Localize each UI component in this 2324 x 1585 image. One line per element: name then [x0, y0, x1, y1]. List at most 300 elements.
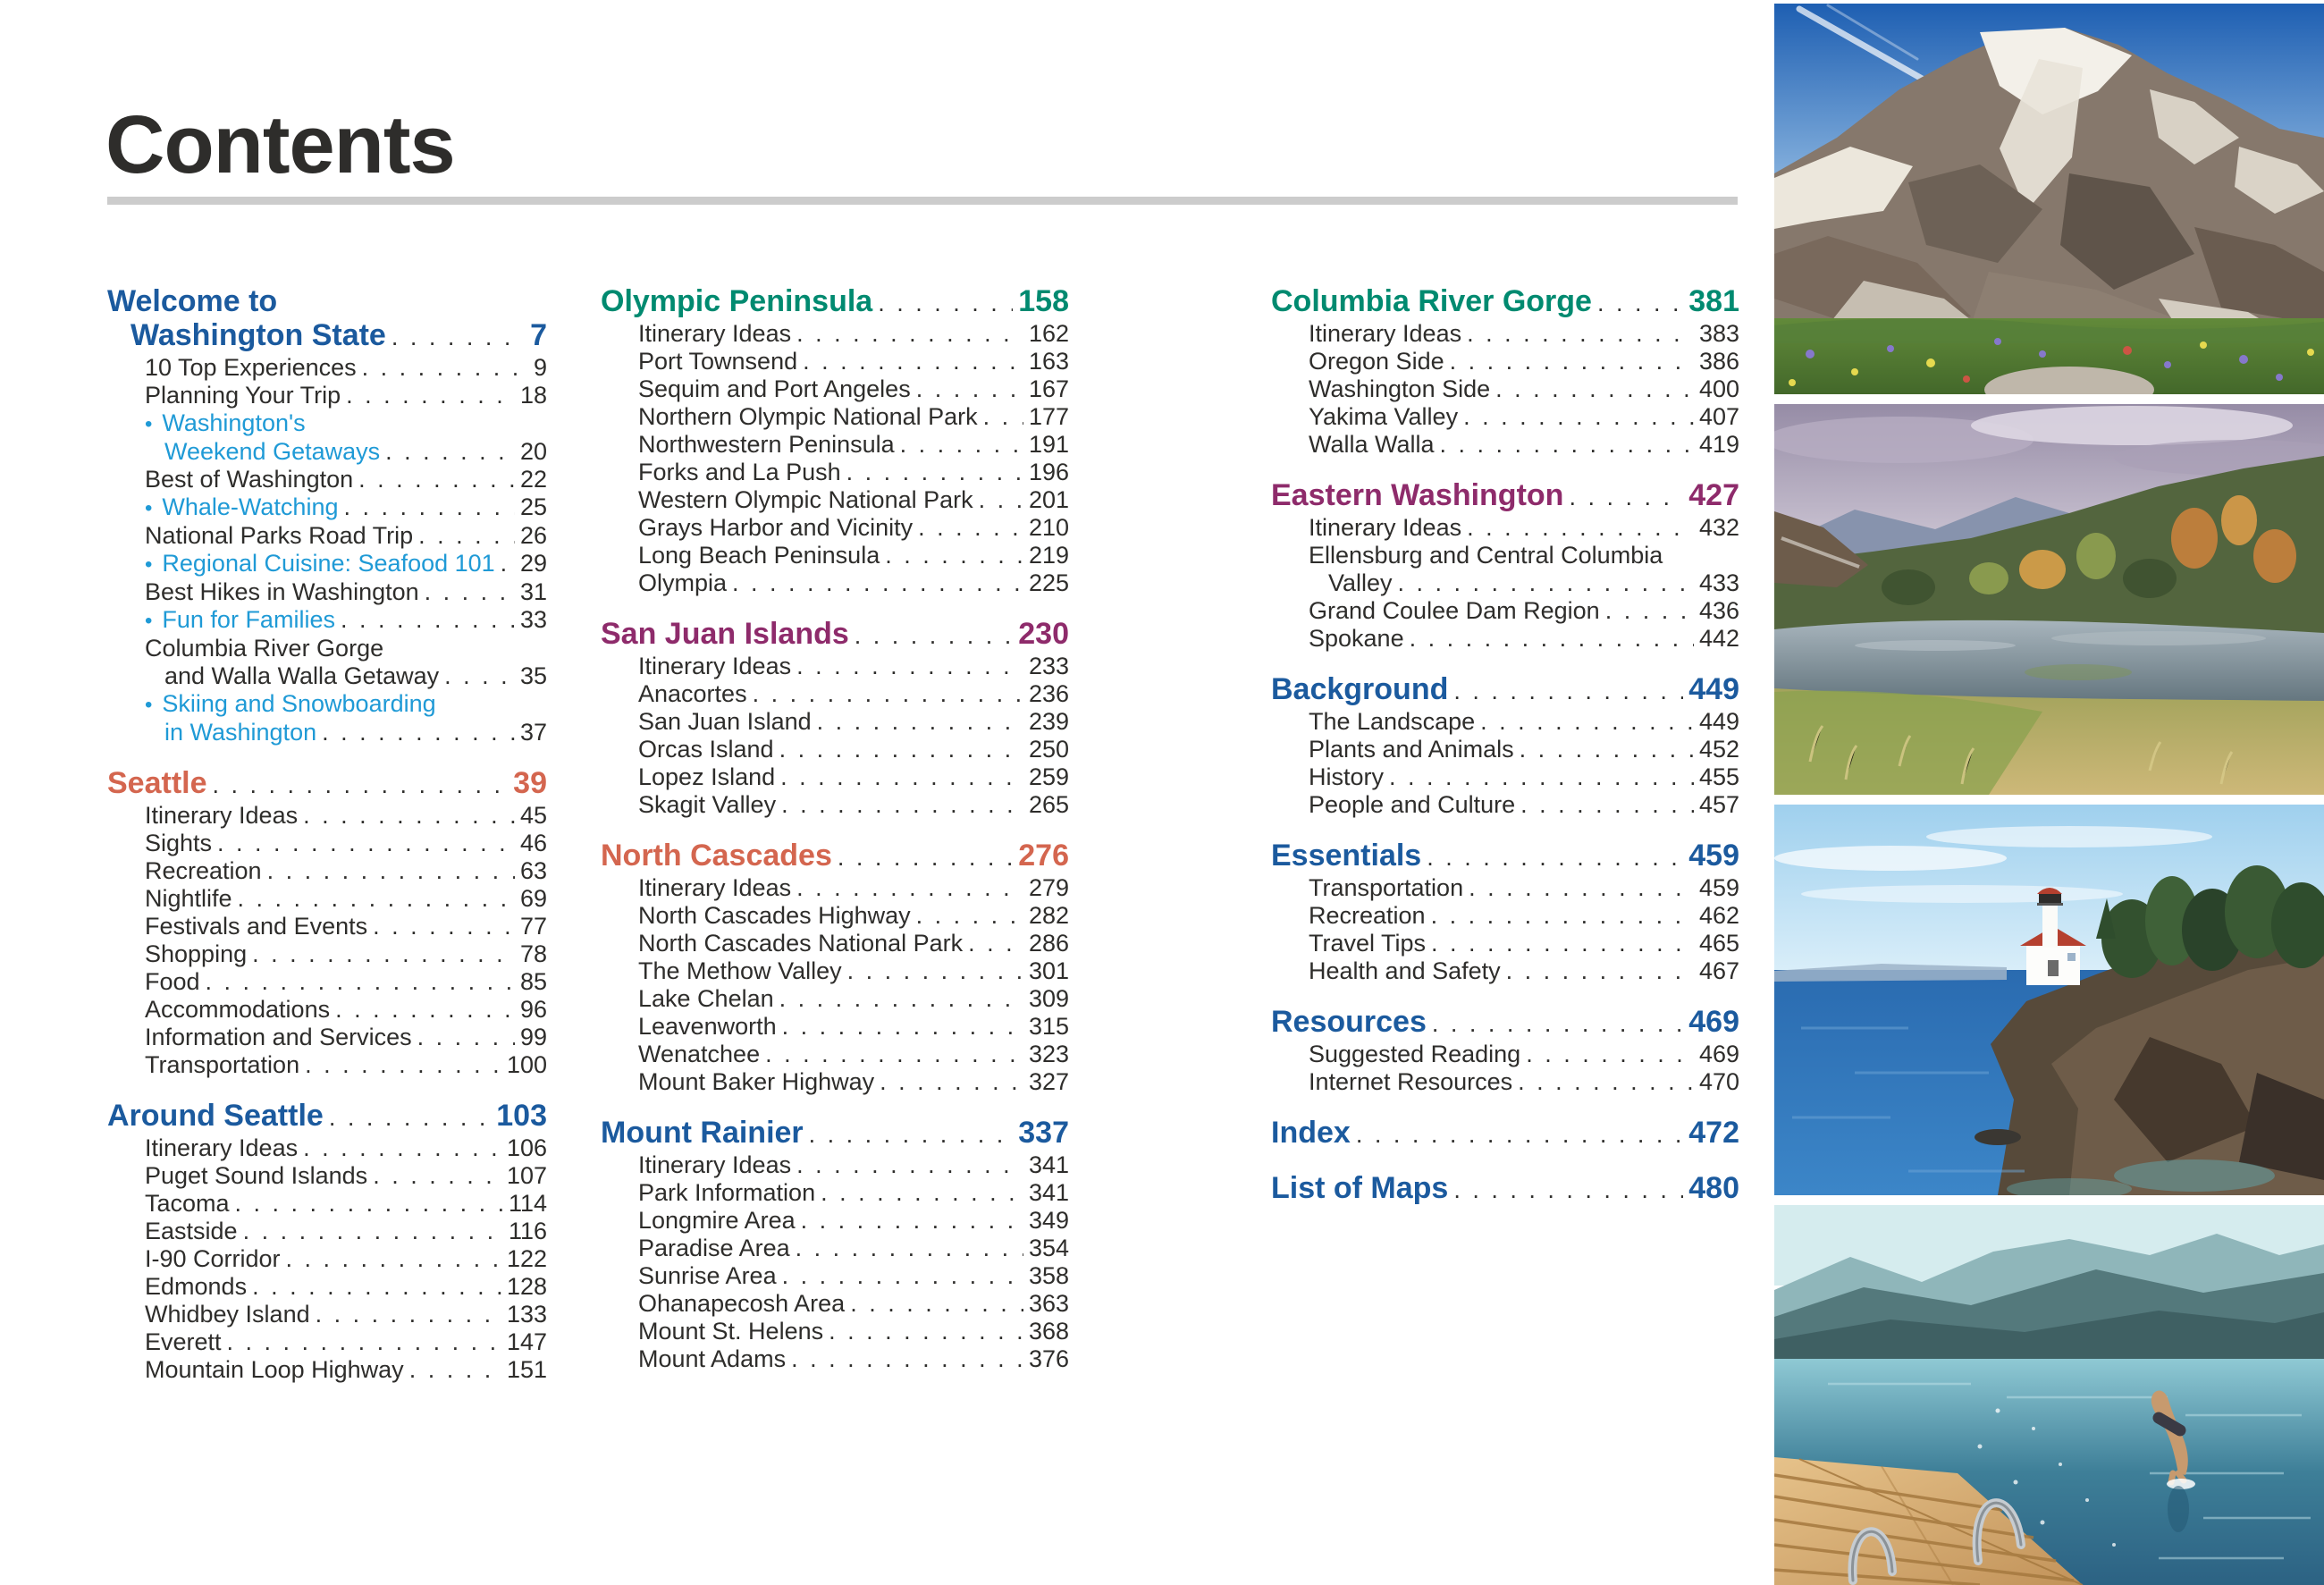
dot-leader	[838, 839, 1013, 874]
page-title: Contents	[105, 98, 455, 190]
entry-page-number: 236	[1028, 680, 1069, 707]
entry-label: Shopping	[145, 940, 248, 967]
photo-lake-diver	[1774, 1205, 2324, 1585]
entry-page-number: 455	[1698, 763, 1739, 790]
entry-label: Lopez Island	[638, 763, 776, 790]
toc-entry	[601, 985, 1069, 1013]
section-title-row	[601, 1116, 1069, 1151]
section-title-row	[107, 318, 547, 354]
entry-label: Paradise Area	[638, 1235, 790, 1261]
toc-entry	[107, 606, 547, 635]
entry-label: Orcas Island	[638, 736, 774, 763]
dot-leader	[1431, 902, 1694, 930]
toc-entry	[107, 1273, 547, 1301]
section-title-row	[1271, 1005, 1739, 1041]
section-title-row	[1271, 284, 1739, 320]
toc-entry	[601, 930, 1069, 957]
dot-leader	[817, 708, 1023, 736]
dot-leader	[1356, 1116, 1683, 1151]
dot-leader	[968, 930, 1023, 957]
entry-page-number: 233	[1028, 653, 1069, 679]
entry-label-line1	[107, 690, 547, 719]
entry-label: Park Information	[638, 1179, 816, 1206]
dot-leader	[732, 569, 1023, 597]
entry-page-number: 33	[519, 606, 547, 633]
entry-page-number: 196	[1028, 459, 1069, 485]
toc-entry	[1271, 708, 1739, 736]
entry-page-number: 368	[1028, 1318, 1069, 1345]
toc-section	[601, 839, 1069, 1096]
entry-label: Planning Your Trip	[145, 382, 341, 409]
section-page-number: 427	[1688, 478, 1739, 512]
dot-leader	[983, 403, 1023, 431]
dot-leader	[846, 459, 1023, 486]
river-valley-illustration	[1774, 404, 2324, 795]
photo-lighthouse-coast	[1774, 805, 2324, 1195]
entry-label: Recreation	[145, 857, 262, 884]
entry-page-number: 265	[1028, 791, 1069, 818]
entry-label: Mountain Loop Highway	[145, 1356, 404, 1383]
entry-page-number: 116	[508, 1218, 547, 1244]
entry-label: Mount Baker Highway	[638, 1068, 875, 1095]
entry-page-number: 358	[1028, 1262, 1069, 1289]
toc-entry	[601, 791, 1069, 819]
entry-label: Recreation	[1309, 902, 1426, 929]
dot-leader	[1526, 1041, 1694, 1068]
entry-label: Sunrise Area	[638, 1262, 777, 1289]
dot-leader	[206, 968, 515, 996]
feature-bullet: •	[145, 693, 153, 717]
entry-label: and Walla Walla Getaway	[164, 662, 440, 689]
entry-label: Weekend Getaways	[164, 438, 381, 465]
feature-bullet: •	[145, 412, 153, 436]
toc-entry	[107, 940, 547, 968]
entry-page-number: 46	[519, 830, 547, 856]
entry-label: Forks and La Push	[638, 459, 841, 485]
toc-section	[107, 284, 547, 746]
toc-entry	[601, 320, 1069, 348]
entry-page-number: 457	[1698, 791, 1739, 818]
dot-leader	[1467, 514, 1694, 542]
dot-leader	[373, 913, 515, 940]
dot-leader	[235, 1190, 503, 1218]
toc-entry	[107, 1218, 547, 1245]
entry-label: Travel Tips	[1309, 930, 1427, 957]
toc-entry	[1271, 403, 1739, 431]
entry-page-number: 467	[1698, 957, 1739, 984]
section-page-number: 381	[1688, 284, 1739, 318]
dot-leader	[343, 493, 514, 521]
toc-section	[601, 1116, 1069, 1373]
dot-leader	[796, 1235, 1023, 1262]
dot-leader	[227, 1328, 501, 1356]
entry-label: Yakima Valley	[1309, 403, 1459, 430]
dot-leader	[335, 996, 515, 1024]
entry-label: Plants and Animals	[1309, 736, 1514, 763]
section-title-row	[107, 766, 547, 802]
entry-page-number: 452	[1698, 736, 1739, 763]
entry-label: The Landscape	[1309, 708, 1476, 735]
toc-entry	[1271, 1068, 1739, 1096]
entry-page-number: 177	[1028, 403, 1069, 430]
section-title-row	[1271, 478, 1739, 514]
dot-leader	[1398, 569, 1694, 597]
toc-entry	[1271, 1041, 1739, 1068]
dot-leader	[409, 1356, 501, 1384]
entry-page-number: 96	[519, 996, 547, 1023]
entry-page-number: 25	[519, 493, 547, 520]
entry-page-number: 77	[519, 913, 547, 940]
toc-entry	[601, 1290, 1069, 1318]
entry-label: Whidbey Island	[145, 1301, 310, 1328]
toc-entry	[107, 1134, 547, 1162]
toc-entry	[107, 354, 547, 382]
entry-label: Everett	[145, 1328, 222, 1355]
section-title-row	[107, 1099, 547, 1134]
section-page-number: 39	[513, 766, 547, 800]
toc-column-left	[107, 284, 547, 1384]
dot-leader	[392, 318, 525, 354]
dot-leader	[1450, 348, 1694, 375]
toc-entry	[601, 1345, 1069, 1373]
section-page-number: 7	[530, 318, 547, 352]
entry-label: Regional Cuisine: Seafood 101	[162, 550, 495, 577]
entry-page-number: 162	[1028, 320, 1069, 347]
entry-page-number: 225	[1028, 569, 1069, 596]
dot-leader	[373, 1162, 501, 1190]
section-title-row	[1271, 1171, 1739, 1207]
title-rule	[107, 197, 1738, 205]
toc-entry	[1271, 514, 1739, 542]
dot-leader	[1605, 597, 1694, 625]
toc-entry	[107, 996, 547, 1024]
entry-page-number: 210	[1028, 514, 1069, 541]
section-title-row	[1271, 672, 1739, 708]
dot-leader	[779, 985, 1023, 1013]
toc-entry	[107, 493, 547, 522]
entry-page-number: 407	[1698, 403, 1739, 430]
entry-label: Spokane	[1309, 625, 1404, 652]
toc-entry	[601, 1318, 1069, 1345]
toc-section	[1271, 1171, 1739, 1207]
entry-label: Skagit Valley	[638, 791, 777, 818]
entry-label: Itinerary Ideas	[638, 874, 792, 901]
entry-label: Information and Services	[145, 1024, 412, 1050]
entry-page-number: 469	[1698, 1041, 1739, 1067]
toc-entry	[601, 680, 1069, 708]
dot-leader	[418, 522, 515, 550]
section-title-row	[1271, 839, 1739, 874]
toc-entry	[107, 466, 547, 493]
toc-entry	[601, 763, 1069, 791]
entry-page-number: 400	[1698, 375, 1739, 402]
toc-entry	[601, 1207, 1069, 1235]
entry-page-number: 315	[1028, 1013, 1069, 1040]
section-page-number: 337	[1018, 1116, 1069, 1150]
entry-label: Oregon Side	[1309, 348, 1444, 375]
section-title: Seattle	[107, 766, 207, 800]
toc-entry	[107, 438, 547, 466]
toc-entry	[1271, 874, 1739, 902]
entry-page-number: 106	[506, 1134, 547, 1161]
section-title: Index	[1271, 1116, 1351, 1150]
section-title: Resources	[1271, 1005, 1427, 1039]
toc-entry	[107, 1301, 547, 1328]
section-page-number: 469	[1688, 1005, 1739, 1039]
entry-label: Longmire Area	[638, 1207, 796, 1234]
dot-leader	[267, 857, 515, 885]
toc-entry	[1271, 375, 1739, 403]
toc-entry	[601, 459, 1069, 486]
entry-label: Best of Washington	[145, 466, 354, 493]
section-title: Essentials	[1271, 839, 1422, 873]
section-page-number: 480	[1688, 1171, 1739, 1205]
dot-leader	[303, 802, 515, 830]
entry-label: Anacortes	[638, 680, 747, 707]
entry-label: North Cascades National Park	[638, 930, 964, 957]
entry-label: North Cascades Highway	[638, 902, 911, 929]
dot-leader	[1389, 763, 1694, 791]
toc-section	[1271, 672, 1739, 819]
entry-label: Mount Adams	[638, 1345, 787, 1372]
toc-entry	[1271, 791, 1739, 819]
dot-leader	[341, 606, 515, 634]
toc-entry	[107, 578, 547, 606]
entry-page-number: 31	[519, 578, 547, 605]
toc-entry	[601, 486, 1069, 514]
dot-leader	[1520, 736, 1694, 763]
dot-leader	[878, 284, 1013, 320]
dot-leader	[444, 662, 515, 690]
dot-leader	[243, 1218, 503, 1245]
entry-page-number: 201	[1028, 486, 1069, 513]
toc-section	[1271, 1005, 1739, 1096]
entry-page-number: 432	[1698, 514, 1739, 541]
dot-leader	[1480, 708, 1694, 736]
entry-label: Fun for Families	[162, 606, 335, 633]
entry-page-number: 100	[506, 1051, 547, 1078]
dot-leader	[918, 514, 1023, 542]
dot-leader	[1427, 839, 1683, 874]
toc-entry	[107, 662, 547, 690]
entry-label: Columbia River Gorge	[145, 635, 384, 662]
entry-label: Itinerary Ideas	[1309, 514, 1462, 541]
entry-label: Ohanapecosh Area	[638, 1290, 846, 1317]
section-title-row	[601, 839, 1069, 874]
entry-page-number: 327	[1028, 1068, 1069, 1095]
entry-label: National Parks Road Trip	[145, 522, 414, 549]
entry-page-number: 69	[519, 885, 547, 912]
toc-entry	[601, 957, 1069, 985]
dot-leader	[916, 375, 1023, 403]
dot-leader	[796, 320, 1023, 348]
toc-entry	[1271, 957, 1739, 985]
dot-leader	[821, 1179, 1023, 1207]
entry-page-number: 45	[519, 802, 547, 829]
dot-leader	[1569, 478, 1683, 514]
entry-label: Suggested Reading	[1309, 1041, 1521, 1067]
toc-entry	[601, 902, 1069, 930]
dot-leader	[779, 736, 1023, 763]
toc-section	[601, 617, 1069, 819]
entry-page-number: 470	[1698, 1068, 1739, 1095]
dot-leader	[782, 1013, 1023, 1041]
entry-label: Northern Olympic National Park	[638, 403, 978, 430]
dot-leader	[850, 1290, 1023, 1318]
dot-leader	[780, 763, 1023, 791]
entry-label: Western Olympic National Park	[638, 486, 973, 513]
section-title-line1: Welcome to	[107, 284, 278, 318]
entry-page-number: 442	[1698, 625, 1739, 652]
entry-label: Lake Chelan	[638, 985, 774, 1012]
entry-page-number: 363	[1028, 1290, 1069, 1317]
section-title-row	[1271, 1116, 1739, 1151]
entry-page-number: 9	[533, 354, 547, 381]
entry-label: Itinerary Ideas	[638, 320, 792, 347]
section-title: Background	[1271, 672, 1449, 706]
entry-page-number: 122	[506, 1245, 547, 1272]
dot-leader	[1518, 1068, 1694, 1096]
toc-entry	[1271, 569, 1739, 597]
entry-page-number: 279	[1028, 874, 1069, 901]
section-title-row	[601, 617, 1069, 653]
entry-label: Eastside	[145, 1218, 238, 1244]
entry-label: Festivals and Events	[145, 913, 368, 940]
toc-entry	[601, 1151, 1069, 1179]
entry-label: Tacoma	[145, 1190, 230, 1217]
entry-label: Mount St. Helens	[638, 1318, 824, 1345]
entry-label: Washington's	[162, 409, 306, 436]
toc-entry	[107, 802, 547, 830]
entry-page-number: 459	[1698, 874, 1739, 901]
entry-page-number: 22	[519, 466, 547, 493]
dot-leader	[417, 1024, 515, 1051]
dot-leader	[796, 653, 1023, 680]
entry-label: Wenatchee	[638, 1041, 761, 1067]
dot-leader	[1463, 403, 1694, 431]
dot-leader	[358, 466, 515, 493]
dot-leader	[782, 1262, 1023, 1290]
entry-label: Leavenworth	[638, 1013, 777, 1040]
dot-leader	[765, 1041, 1023, 1068]
entry-label: The Methow Valley	[638, 957, 842, 984]
entry-label-line1	[107, 409, 547, 438]
toc-entry	[1271, 763, 1739, 791]
entry-page-number: 286	[1028, 930, 1069, 957]
toc-entry	[601, 1041, 1069, 1068]
section-title-row	[601, 284, 1069, 320]
dot-leader	[809, 1116, 1014, 1151]
photo-river-valley	[1774, 404, 2324, 795]
dot-leader	[238, 885, 515, 913]
entry-page-number: 29	[519, 550, 547, 577]
toc-entry	[1271, 348, 1739, 375]
dot-leader	[916, 902, 1023, 930]
dot-leader	[329, 1099, 491, 1134]
entry-page-number: 301	[1028, 957, 1069, 984]
entry-label: Internet Resources	[1309, 1068, 1513, 1095]
section-title: Mount Rainier	[601, 1116, 804, 1150]
entry-page-number: 78	[519, 940, 547, 967]
entry-page-number: 107	[506, 1162, 547, 1189]
toc-entry	[601, 1068, 1069, 1096]
toc-section	[1271, 839, 1739, 985]
toc-entry	[601, 348, 1069, 375]
toc-entry	[1271, 930, 1739, 957]
dot-leader	[880, 1068, 1023, 1096]
entry-page-number: 436	[1698, 597, 1739, 624]
entry-page-number: 250	[1028, 736, 1069, 763]
entry-label: Whale-Watching	[162, 493, 339, 520]
dot-leader	[322, 719, 515, 746]
toc-entry	[1271, 736, 1739, 763]
entry-page-number: 341	[1028, 1151, 1069, 1178]
section-title: Columbia River Gorge	[1271, 284, 1592, 318]
entry-page-number: 239	[1028, 708, 1069, 735]
toc-entry	[1271, 597, 1739, 625]
entry-page-number: 26	[519, 522, 547, 549]
entry-page-number: 386	[1698, 348, 1739, 375]
entry-label: Food	[145, 968, 200, 995]
toc-entry	[601, 403, 1069, 431]
section-title: North Cascades	[601, 839, 832, 873]
entry-page-number: 18	[519, 382, 547, 409]
entry-label: Skiing and Snowboarding	[162, 690, 436, 717]
dot-leader	[855, 617, 1014, 653]
photo-mount-rainier	[1774, 4, 2324, 394]
dot-leader	[303, 1134, 501, 1162]
toc-entry	[1271, 431, 1739, 459]
entry-label: Itinerary Ideas	[145, 802, 299, 829]
dot-leader	[362, 354, 528, 382]
toc-entry	[107, 1024, 547, 1051]
entry-label: Transportation	[1309, 874, 1464, 901]
entry-page-number: 465	[1698, 930, 1739, 957]
dot-leader	[796, 874, 1023, 902]
entry-label: Puget Sound Islands	[145, 1162, 368, 1189]
entry-label: Sequim and Port Angeles	[638, 375, 911, 402]
toc-column-right	[1271, 284, 1739, 1207]
section-title: San Juan Islands	[601, 617, 849, 651]
entry-page-number: 341	[1028, 1179, 1069, 1206]
toc-entry	[601, 736, 1069, 763]
section-page-number: 459	[1688, 839, 1739, 873]
entry-label: Itinerary Ideas	[145, 1134, 299, 1161]
entry-page-number: 219	[1028, 542, 1069, 569]
dot-leader	[900, 431, 1023, 459]
section-title: Olympic Peninsula	[601, 284, 873, 318]
toc-entry	[601, 1013, 1069, 1041]
toc-entry	[601, 569, 1069, 597]
toc-entry	[601, 431, 1069, 459]
entry-label: Valley	[1328, 569, 1393, 596]
dot-leader	[286, 1245, 501, 1273]
entry-label-line1	[1271, 542, 1739, 569]
toc-entry	[107, 913, 547, 940]
entry-page-number: 167	[1028, 375, 1069, 402]
entry-label: Olympia	[638, 569, 728, 596]
entry-page-number: 419	[1698, 431, 1739, 458]
entry-label: 10 Top Experiences	[145, 354, 357, 381]
entry-page-number: 147	[506, 1328, 547, 1355]
toc-entry	[601, 653, 1069, 680]
section-page-number: 449	[1688, 672, 1739, 706]
toc-entry	[601, 1235, 1069, 1262]
dot-leader	[385, 438, 515, 466]
dot-leader	[1431, 930, 1694, 957]
toc-entry	[107, 1190, 547, 1218]
section-page-number: 158	[1018, 284, 1069, 318]
